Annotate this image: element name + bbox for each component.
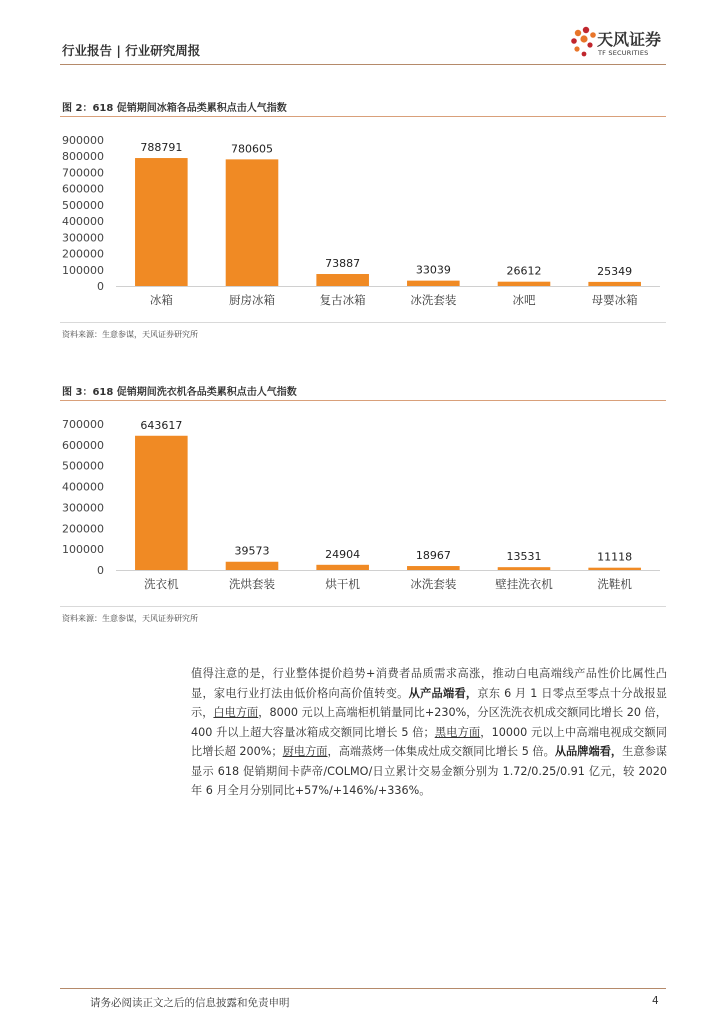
- fridge-chart-category-label: 厨房冰箱: [229, 293, 275, 307]
- fridge-category-bar-chart: [60, 118, 666, 318]
- washer-chart-y-tick-label: 600000: [62, 438, 104, 452]
- fridge-chart-bar: [407, 281, 460, 286]
- body-bold-product: 从产品端看，: [408, 686, 478, 700]
- fridge-chart-y-tick-label: 500000: [62, 198, 104, 212]
- fridge-chart-y-tick-label: 900000: [62, 134, 104, 147]
- fridge-chart-category-label: 复古冰箱: [319, 293, 366, 307]
- washer-chart-bar: [588, 568, 641, 570]
- fridge-chart-category-label: 母婴冰箱: [591, 293, 638, 307]
- body-text-run: ，10000 元以上中高端电视成交额同比增长超 200%；: [191, 725, 667, 758]
- fridge-chart-category-label: 冰箱: [149, 293, 173, 307]
- washer-chart-y-tick-label: 100000: [62, 543, 104, 557]
- fridge-chart-bar: [588, 282, 641, 286]
- washer-chart-category-label: 洗衣机: [144, 577, 179, 591]
- body-text-run: 生意参谋显示 618 促销期间卡萨帝/COLMO/日立累计交易金额分别为 1.72/0.25/0.91 亿元，较 2020 年 6 月全月分别同比+57%/+146%/+336%。: [191, 745, 667, 797]
- fridge-chart-y-tick-label: 800000: [62, 150, 104, 164]
- fridge-chart-y-tick-label: 300000: [62, 231, 104, 245]
- fridge-chart-y-tick-label: 0: [97, 280, 104, 293]
- fridge-chart-data-label: 780605: [231, 142, 273, 156]
- washer-chart-y-tick-label: 400000: [62, 480, 104, 494]
- body-underline-black-goods: 黑电方面: [434, 725, 481, 739]
- fridge-chart-data-label: 73887: [325, 257, 361, 271]
- page-number: 4: [652, 995, 659, 1007]
- logo-subtext: TF SECURITIES: [598, 49, 649, 57]
- washer-chart-data-label: 18967: [415, 549, 451, 563]
- fridge-chart-data-label: 25349: [597, 264, 633, 278]
- washer-chart-category-label: 烘干机: [325, 577, 360, 591]
- washer-chart-data-label: 643617: [140, 418, 183, 432]
- body-text-run: ，高端蒸烤一体集成灶成交额同比增长 5 倍。: [327, 745, 555, 758]
- washer-chart-y-tick-label: 200000: [62, 522, 104, 536]
- figure-3-source: 资料来源：生意参谋，天风证券研究所: [62, 614, 198, 623]
- body-text-run: ，8000 元以上高端柜机销量同比+230%，分区洗洗衣机成交额同比增长 20 倍，400 升以上超大容量冰箱成交额同比增长 5 倍；: [191, 706, 667, 739]
- body-underline-white-goods: 白电方面: [213, 706, 259, 719]
- washer-chart-y-tick-label: 500000: [62, 459, 104, 473]
- fridge-chart-y-tick-label: 200000: [62, 247, 104, 261]
- fridge-chart-y-tick-label: 400000: [62, 215, 104, 229]
- figure-2-title-rule: [60, 116, 666, 117]
- washer-chart-bar: [498, 567, 551, 570]
- body-text-run: 值得注意的是，行业整体提价趋势+消费者品质需求高涨，推动白电高端线产品性价比属性凸显，家电行业打法由低价格向高价值转变。: [191, 667, 667, 700]
- fridge-chart-data-label: 26612: [506, 264, 542, 278]
- figure-3-title-rule: [60, 400, 666, 401]
- washer-chart-bar: [135, 436, 188, 570]
- washer-chart-data-label: 11118: [597, 550, 633, 564]
- footer-divider: [60, 988, 666, 989]
- washer-chart-y-tick-label: 700000: [62, 418, 104, 431]
- washer-category-bar-chart: [60, 402, 666, 602]
- figure-2-title: 图 2：618 促销期间冰箱各品类累积点击人气指数: [62, 103, 287, 114]
- fridge-chart-y-tick-label: 700000: [62, 166, 104, 180]
- washer-chart-category-label: 洗鞋机: [597, 577, 632, 591]
- figure-3-title: 图 3：618 促销期间洗衣机各品类累积点击人气指数: [62, 387, 297, 398]
- figure-2-source: 资料来源：生意参谋，天风证券研究所: [62, 330, 198, 339]
- fridge-chart-data-label: 33039: [415, 263, 451, 277]
- washer-chart-data-label: 24904: [325, 547, 361, 561]
- washer-chart-bar: [407, 566, 460, 570]
- logo-text: 天风证券: [597, 30, 662, 49]
- body-underline-kitchen: 厨电方面: [282, 745, 328, 758]
- washer-chart-data-label: 13531: [506, 550, 542, 564]
- washer-chart-y-tick-label: 300000: [62, 501, 104, 515]
- fridge-chart-category-label: 冰洗套装: [410, 293, 457, 307]
- header-divider: [60, 64, 666, 65]
- washer-chart-bar: [316, 565, 369, 570]
- figure-3-source-rule: [60, 606, 666, 607]
- washer-chart-y-tick-label: 0: [97, 564, 104, 577]
- body-text-run: 京东 6 月 1 日零点至零点十分战报显示，: [191, 686, 667, 719]
- figure-2-source-rule: [60, 322, 666, 323]
- washer-chart-category-label: 洗烘套装: [229, 577, 275, 591]
- footer-disclaimer: 请务必阅读正文之后的信息披露和免责申明: [90, 997, 290, 1009]
- fridge-chart-bar: [135, 158, 188, 286]
- fridge-chart-y-tick-label: 100000: [62, 263, 104, 277]
- washer-chart-category-label: 壁挂洗衣机: [495, 577, 553, 591]
- fridge-chart-bar: [498, 282, 551, 286]
- washer-chart-data-label: 39573: [234, 544, 270, 558]
- fridge-chart-bar: [226, 159, 279, 286]
- fridge-chart-bar: [316, 274, 369, 286]
- washer-chart-bar: [226, 562, 279, 570]
- body-bold-brand: 从品牌端看，: [554, 745, 623, 758]
- header-title: 行业报告 | 行业研究周报: [62, 43, 201, 58]
- fridge-chart-category-label: 冰吧: [512, 293, 536, 307]
- fridge-chart-y-tick-label: 600000: [62, 182, 104, 196]
- fridge-chart-data-label: 788791: [140, 141, 183, 155]
- body-paragraph: [191, 664, 667, 801]
- washer-chart-category-label: 冰洗套装: [410, 577, 457, 591]
